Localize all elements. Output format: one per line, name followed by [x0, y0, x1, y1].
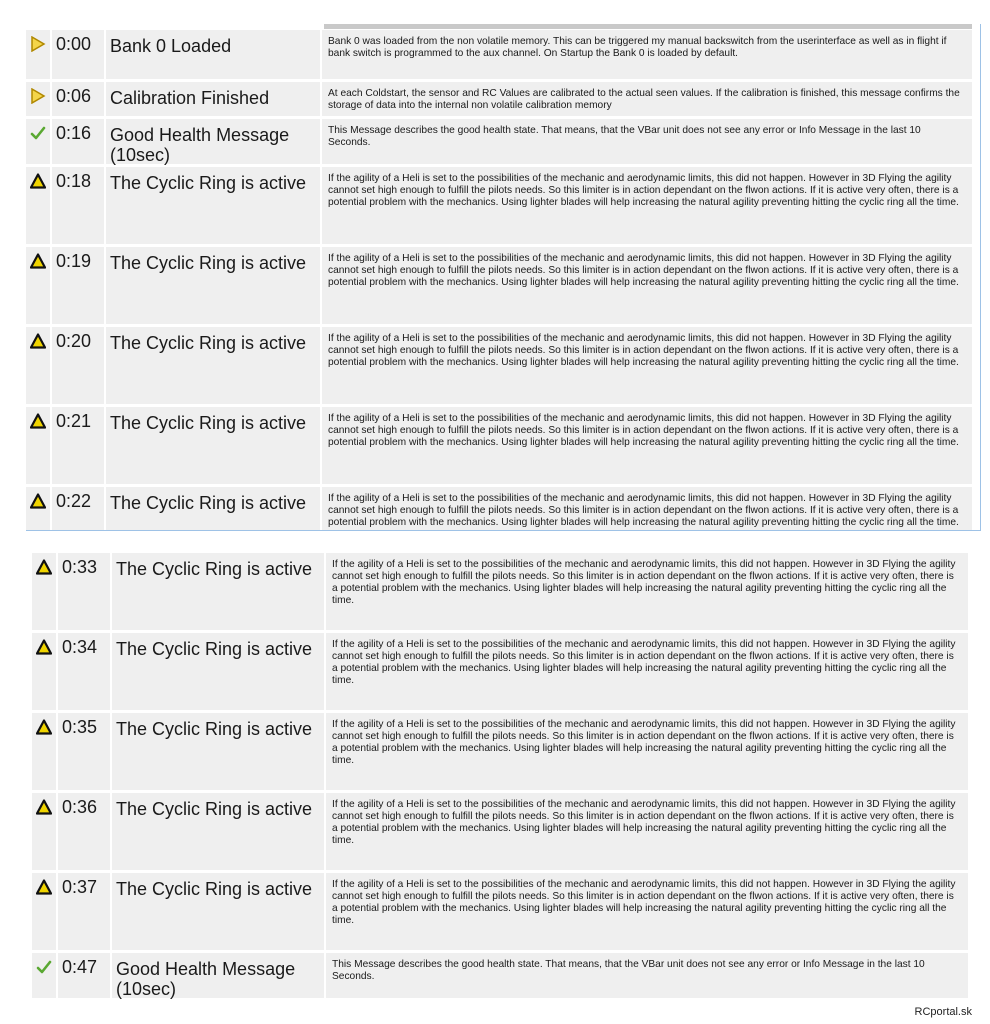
row-title: The Cyclic Ring is active	[106, 247, 320, 324]
row-title: Good Health Message (10sec)	[106, 119, 320, 164]
row-time: 0:21	[52, 407, 104, 484]
row-icon-cell	[26, 407, 50, 484]
row-time: 0:47	[58, 953, 110, 998]
row-title: Bank 0 Loaded	[106, 30, 320, 79]
row-description: At each Coldstart, the sensor and RC Values are calibrated to the actual seen values. If the calibration is finished, this message confirms the storage of data into the internal non volatile calibration memory	[322, 82, 972, 116]
warning-icon	[30, 493, 46, 509]
row-title: The Cyclic Ring is active	[106, 167, 320, 244]
log-row[interactable]	[32, 553, 968, 630]
row-icon-cell	[26, 119, 50, 164]
log-panel-top	[26, 24, 981, 531]
row-icon-cell	[32, 713, 56, 790]
log-row[interactable]	[32, 633, 968, 710]
row-icon-cell	[26, 30, 50, 79]
row-icon-cell	[26, 327, 50, 404]
check-icon	[30, 125, 46, 141]
row-icon-cell	[32, 553, 56, 630]
row-icon-cell	[26, 82, 50, 116]
row-time: 0:37	[58, 873, 110, 950]
row-time: 0:00	[52, 30, 104, 79]
row-description: If the agility of a Heli is set to the possibilities of the mechanic and aerodynamic limits, this did not happen. However in 3D Flying the agility cannot set high enough to fulfill the pilots needs. So this limiter is in action dependant on the flwon actions. If it is active very often, there is a potential problem with the mechanics. Using lighter blades will help increasing the natural agility preventing hitting the cyclic ring all the time.	[322, 407, 972, 484]
log-row[interactable]	[32, 953, 968, 998]
info-arrow-icon	[30, 88, 46, 104]
row-time: 0:20	[52, 327, 104, 404]
row-description: This Message describes the good health state. That means, that the VBar unit does not see any error or Info Message in the last 10 Seconds.	[326, 953, 968, 998]
warning-icon	[36, 639, 52, 655]
log-table-bottom	[32, 553, 968, 1001]
warning-icon	[30, 173, 46, 189]
row-title: The Cyclic Ring is active	[106, 487, 320, 531]
row-title: The Cyclic Ring is active	[106, 327, 320, 404]
row-description: If the agility of a Heli is set to the possibilities of the mechanic and aerodynamic limits, this did not happen. However in 3D Flying the agility cannot set high enough to fulfill the pilots needs. So this limiter is in action dependant on the flwon actions. If it is active very often, there is a potential problem with the mechanics. Using lighter blades will help increasing the natural agility preventing hitting the cyclic ring all the time.	[326, 713, 968, 790]
log-row[interactable]	[26, 30, 972, 79]
row-time: 0:18	[52, 167, 104, 244]
log-row[interactable]	[26, 327, 972, 404]
row-title: The Cyclic Ring is active	[112, 553, 324, 630]
warning-icon	[36, 799, 52, 815]
log-table-top	[26, 30, 972, 531]
log-row[interactable]	[26, 247, 972, 324]
row-description: If the agility of a Heli is set to the possibilities of the mechanic and aerodynamic limits, this did not happen. However in 3D Flying the agility cannot set high enough to fulfill the pilots needs. So this limiter is in action dependant on the flwon actions. If it is active very often, there is a potential problem with the mechanics. Using lighter blades will help increasing the natural agility preventing hitting the cyclic ring all the time.	[326, 873, 968, 950]
row-description: If the agility of a Heli is set to the possibilities of the mechanic and aerodynamic limits, this did not happen. However in 3D Flying the agility cannot set high enough to fulfill the pilots needs. So this limiter is in action dependant on the flwon actions. If it is active very often, there is a potential problem with the mechanics. Using lighter blades will help increasing the natural agility preventing hitting the cyclic ring all the time.	[326, 633, 968, 710]
row-title: The Cyclic Ring is active	[106, 407, 320, 484]
row-icon-cell	[26, 167, 50, 244]
warning-icon	[36, 719, 52, 735]
row-icon-cell	[26, 487, 50, 531]
row-time: 0:34	[58, 633, 110, 710]
row-description: If the agility of a Heli is set to the possibilities of the mechanic and aerodynamic limits, this did not happen. However in 3D Flying the agility cannot set high enough to fulfill the pilots needs. So this limiter is in action dependant on the flwon actions. If it is active very often, there is a potential problem with the mechanics. Using lighter blades will help increasing the natural agility preventing hitting the cyclic ring all the time.	[322, 327, 972, 404]
row-description: If the agility of a Heli is set to the possibilities of the mechanic and aerodynamic limits, this did not happen. However in 3D Flying the agility cannot set high enough to fulfill the pilots needs. So this limiter is in action dependant on the flwon actions. If it is active very often, there is a potential problem with the mechanics. Using lighter blades will help increasing the natural agility preventing hitting the cyclic ring all the time.	[322, 167, 972, 244]
row-title: The Cyclic Ring is active	[112, 873, 324, 950]
scroll-header-bar	[324, 24, 972, 29]
row-title: The Cyclic Ring is active	[112, 633, 324, 710]
log-panel-bottom	[32, 553, 972, 1007]
warning-icon	[30, 413, 46, 429]
row-time: 0:22	[52, 487, 104, 531]
row-time: 0:19	[52, 247, 104, 324]
row-description: If the agility of a Heli is set to the possibilities of the mechanic and aerodynamic limits, this did not happen. However in 3D Flying the agility cannot set high enough to fulfill the pilots needs. So this limiter is in action dependant on the flwon actions. If it is active very often, there is a potential problem with the mechanics. Using lighter blades will help increasing the natural agility preventing hitting the cyclic ring all the time.	[326, 793, 968, 870]
row-title: The Cyclic Ring is active	[112, 793, 324, 870]
info-arrow-icon	[30, 36, 46, 52]
row-time: 0:06	[52, 82, 104, 116]
row-title: The Cyclic Ring is active	[112, 713, 324, 790]
row-icon-cell	[32, 633, 56, 710]
log-row[interactable]	[26, 119, 972, 164]
watermark: RCportal.sk	[914, 1006, 972, 1018]
row-icon-cell	[32, 953, 56, 998]
warning-icon	[30, 333, 46, 349]
warning-icon	[36, 559, 52, 575]
row-time: 0:36	[58, 793, 110, 870]
warning-icon	[30, 253, 46, 269]
row-time: 0:35	[58, 713, 110, 790]
log-row[interactable]	[32, 793, 968, 870]
log-row[interactable]	[26, 407, 972, 484]
row-time: 0:33	[58, 553, 110, 630]
row-icon-cell	[26, 247, 50, 324]
row-title: Good Health Message (10sec)	[112, 953, 324, 998]
log-row[interactable]	[26, 167, 972, 244]
log-row[interactable]	[32, 873, 968, 950]
row-description: If the agility of a Heli is set to the possibilities of the mechanic and aerodynamic limits, this did not happen. However in 3D Flying the agility cannot set high enough to fulfill the pilots needs. So this limiter is in action dependant on the flwon actions. If it is active very often, there is a potential problem with the mechanics. Using lighter blades will help increasing the natural agility preventing hitting the cyclic ring all the time.	[322, 487, 972, 531]
warning-icon	[36, 879, 52, 895]
check-icon	[36, 959, 52, 975]
row-description: If the agility of a Heli is set to the possibilities of the mechanic and aerodynamic limits, this did not happen. However in 3D Flying the agility cannot set high enough to fulfill the pilots needs. So this limiter is in action dependant on the flwon actions. If it is active very often, there is a potential problem with the mechanics. Using lighter blades will help increasing the natural agility preventing hitting the cyclic ring all the time.	[322, 247, 972, 324]
row-description: This Message describes the good health state. That means, that the VBar unit does not see any error or Info Message in the last 10 Seconds.	[322, 119, 972, 164]
row-icon-cell	[32, 873, 56, 950]
log-row[interactable]	[26, 487, 972, 531]
row-time: 0:16	[52, 119, 104, 164]
row-icon-cell	[32, 793, 56, 870]
log-row[interactable]	[32, 713, 968, 790]
log-row[interactable]	[26, 82, 972, 116]
row-description: Bank 0 was loaded from the non volatile memory. This can be triggered my manual backswitch from the userinterface as well as in flight if bank switch is programmed to the aux channel. On Startup the Bank 0 is loaded by default.	[322, 30, 972, 79]
row-description: If the agility of a Heli is set to the possibilities of the mechanic and aerodynamic limits, this did not happen. However in 3D Flying the agility cannot set high enough to fulfill the pilots needs. So this limiter is in action dependant on the flwon actions. If it is active very often, there is a potential problem with the mechanics. Using lighter blades will help increasing the natural agility preventing hitting the cyclic ring all the time.	[326, 553, 968, 630]
row-title: Calibration Finished	[106, 82, 320, 116]
